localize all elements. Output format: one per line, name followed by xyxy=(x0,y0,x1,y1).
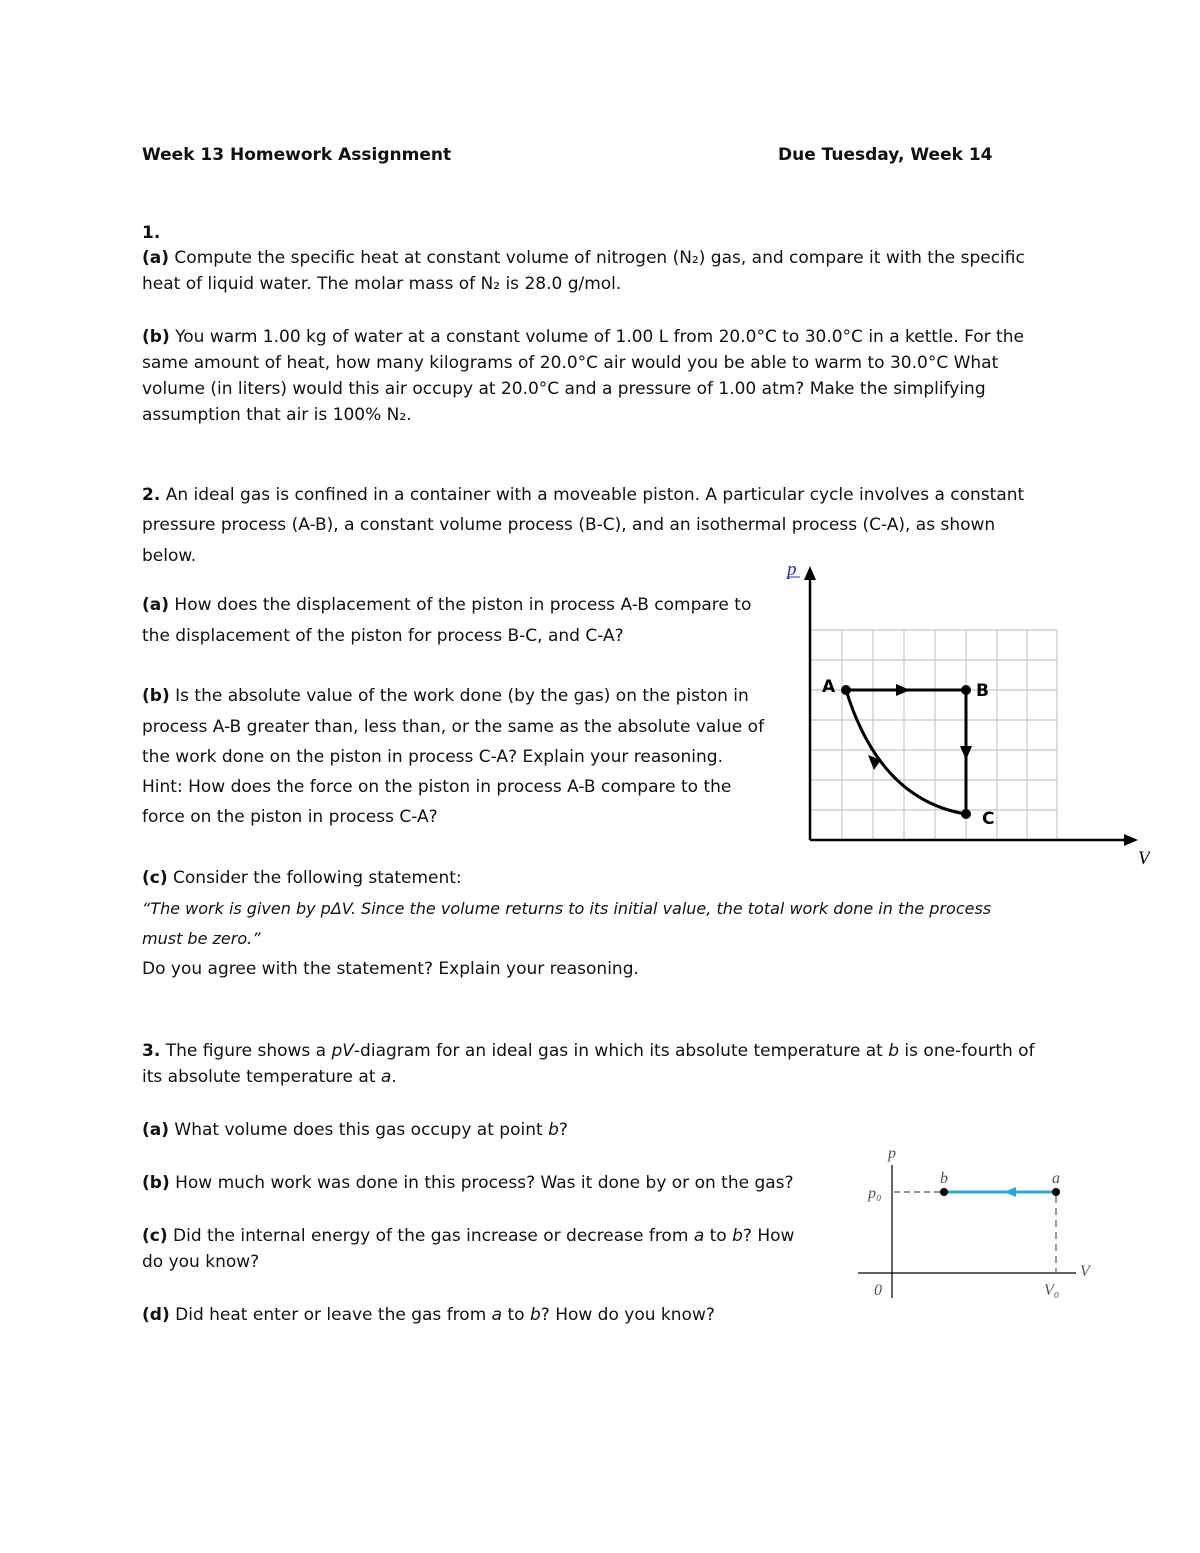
q2b-line3: the work done on the piston in process C-A? Explain your reasoning. xyxy=(142,747,723,767)
q2b-line1: (b) Is the absolute value of the work done (by the gas) on the piston in xyxy=(142,686,749,706)
point-c-dot xyxy=(961,809,971,819)
q2c-quote-line2: must be zero.” xyxy=(142,929,261,948)
arrow-right-icon xyxy=(896,684,910,696)
q3-point-a-label: a xyxy=(1052,1170,1060,1187)
q3-p0-label: p₀ xyxy=(868,1185,882,1202)
q2c-line4: Do you agree with the statement? Explain your reasoning. xyxy=(142,959,639,979)
q3-pv-diagram xyxy=(850,1135,1100,1310)
q3-v-axis-label: V xyxy=(1080,1263,1090,1280)
point-a-label: A xyxy=(822,677,836,697)
p-axis-arrow-icon xyxy=(804,566,816,580)
q3-point-b-label: b xyxy=(940,1170,948,1187)
q1b-line4: assumption that air is 100% N₂. xyxy=(142,405,412,425)
q2b-line5: force on the piston in process C-A? xyxy=(142,807,438,827)
q3a-line: (a) What volume does this gas occupy at point b? xyxy=(142,1120,568,1140)
q2-intro-line3: below. xyxy=(142,546,197,566)
q2c-line1: (c) Consider the following statement: xyxy=(142,868,462,888)
q2b-line4: Hint: How does the force on the piston in process A-B compare to the xyxy=(142,777,732,797)
q2-pv-diagram xyxy=(780,555,1150,875)
due-date: Due Tuesday, Week 14 xyxy=(778,145,993,165)
q2-intro-line2: pressure process (A-B), a constant volume process (B-C), and an isothermal process (C-A), as shown xyxy=(142,515,996,535)
q3d-line: (d) Did heat enter or leave the gas from a to b? How do you know? xyxy=(142,1305,715,1325)
q2-grid xyxy=(810,630,1057,840)
q3-point-b-dot xyxy=(940,1188,948,1196)
q3b-line: (b) How much work was done in this process? Was it done by or on the gas? xyxy=(142,1173,794,1193)
q2-intro-line1: 2. An ideal gas is confined in a container with a moveable piston. A particular cycle involves a constant xyxy=(142,485,1025,505)
q3-v0-label: V₀ xyxy=(1044,1282,1060,1299)
q3c-line2: do you know? xyxy=(142,1252,260,1272)
p-axis-label: p xyxy=(787,559,797,580)
q1a-line1: (a) Compute the specific heat at constant volume of nitrogen (N₂) gas, and compare it with the specific xyxy=(142,248,1025,268)
assignment-title: Week 13 Homework Assignment xyxy=(142,145,452,165)
q1b-line1: (b) You warm 1.00 kg of water at a constant volume of 1.00 L from 20.0°C to 30.0°C in a kettle. For the xyxy=(142,327,1024,347)
q1b-line3: volume (in liters) would this air occupy at 20.0°C and a pressure of 1.00 atm? Make the simplifying xyxy=(142,379,986,399)
point-b-dot xyxy=(961,685,971,695)
v-axis-arrow-icon xyxy=(1124,834,1138,846)
q2a-line1: (a) How does the displacement of the piston in process A-B compare to xyxy=(142,595,752,615)
q2b-line2: process A-B greater than, less than, or the same as the absolute value of xyxy=(142,717,765,737)
q3-intro-line1: 3. The figure shows a pV-diagram for an ideal gas in which its absolute temperature at b is one-fourth of xyxy=(142,1041,1035,1061)
point-a-dot xyxy=(841,685,851,695)
q3-origin-label: 0 xyxy=(874,1282,882,1299)
point-c-label: C xyxy=(982,809,995,829)
q1a-line2: heat of liquid water. The molar mass of N₂ is 28.0 g/mol. xyxy=(142,274,622,294)
q1b-line2: same amount of heat, how many kilograms of 20.0°C air would you be able to warm to 30.0°C What xyxy=(142,353,999,373)
q3-p-axis-label: p xyxy=(888,1145,896,1162)
arrow-down-icon xyxy=(960,746,972,760)
q3-point-a-dot xyxy=(1052,1188,1060,1196)
process-ca-curve xyxy=(846,690,966,814)
point-b-label: B xyxy=(976,681,989,701)
q3-arrow-left-icon xyxy=(1004,1187,1016,1197)
q2c-quote-line1: “The work is given by pΔV. Since the volume returns to its initial value, the total work done in the process xyxy=(142,899,992,918)
v-axis-label: V xyxy=(1138,848,1150,869)
q2a-line2: the displacement of the piston for process B-C, and C-A? xyxy=(142,626,624,646)
q3-intro-line2: its absolute temperature at a. xyxy=(142,1067,397,1087)
q3c-line1: (c) Did the internal energy of the gas increase or decrease from a to b? How xyxy=(142,1226,795,1246)
q1-number: 1. xyxy=(142,223,161,243)
